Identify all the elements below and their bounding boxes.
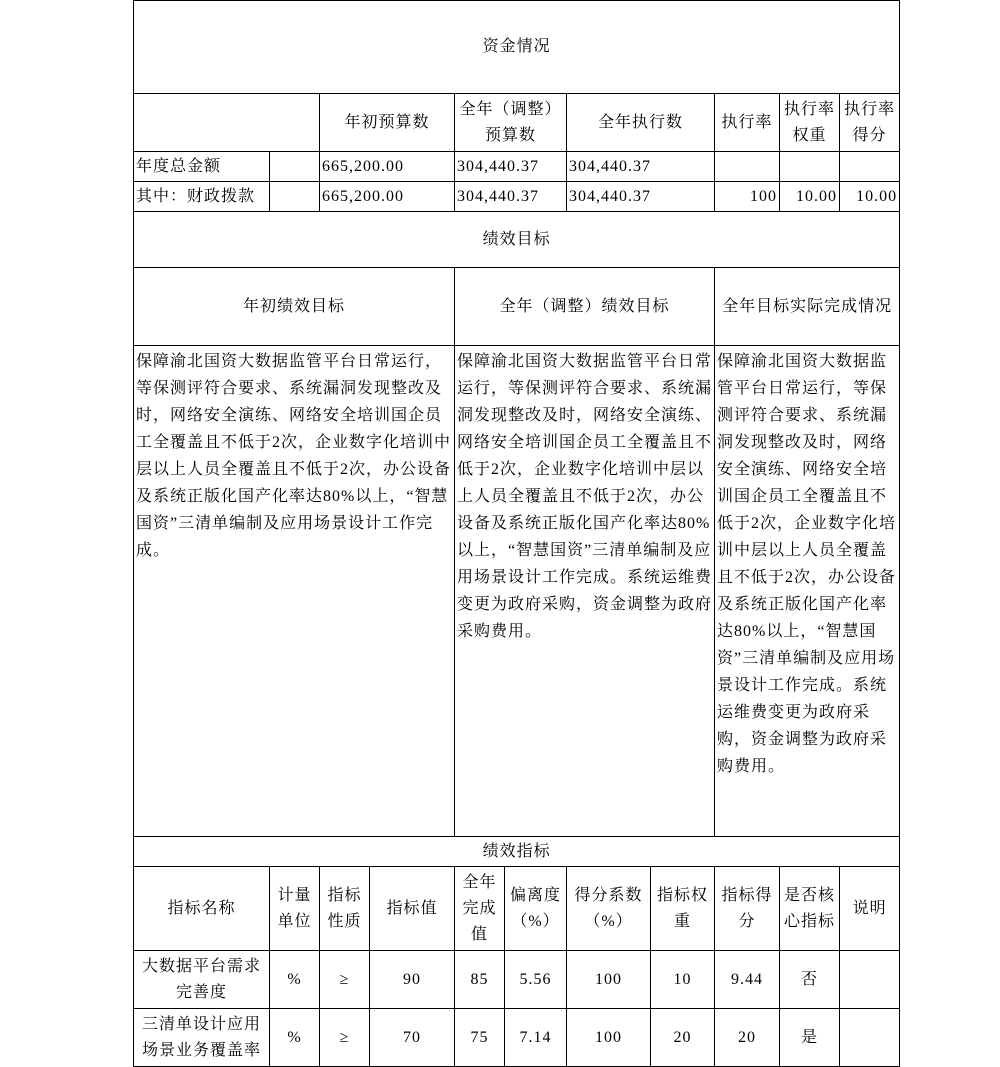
goals-header-initial: 年初绩效目标 [134, 268, 455, 346]
cell [840, 1009, 900, 1067]
col-header: 全年完成值 [455, 867, 505, 951]
col-header: 指标得分 [715, 867, 780, 951]
goals-title: 绩效目标 [134, 212, 900, 268]
cell: 20 [715, 1009, 780, 1067]
header-rate: 执行率 [715, 94, 780, 152]
cell: 7.14 [505, 1009, 567, 1067]
col-header: 指标性质 [320, 867, 370, 951]
cell: ≥ [320, 951, 370, 1009]
goals-initial-text: 保障渝北国资大数据监管平台日常运行，等保测评符合要求、系统漏洞发现整改及时，网络安全演练、网络安全培训国企员工全覆盖且不低于2次，企业数字化培训中层以上人员全覆盖且不低于2次，办公设备及系统正版化国产化率达80%以上，“智慧国资”三清单编制及应用场景设计工作完成。 [134, 346, 455, 837]
goals-actual-text: 保障渝北国资大数据监管平台日常运行，等保测评符合要求、系统漏洞发现整改及时，网络安全演练、网络安全培训国企员工全覆盖且不低于2次，企业数字化培训中层以上人员全覆盖且不低于2次，办公设备及系统正版化国产化率达80%以上，“智慧国资”三清单编制及应用场景设计工作完成。系统运维费变更为政府采购，资金调整为政府采购费用。 [715, 346, 900, 837]
col-header: 指标值 [370, 867, 455, 951]
cell: 90 [370, 951, 455, 1009]
funds-title: 资金情况 [134, 1, 900, 94]
col-header: 得分系数（%） [567, 867, 651, 951]
cell: 是 [780, 1009, 840, 1067]
score-value: 10.00 [840, 182, 900, 212]
cell: 5.56 [505, 951, 567, 1009]
cell: % [270, 1009, 320, 1067]
table-row [134, 951, 900, 1009]
rate-value: 100 [715, 182, 780, 212]
cell: 100 [567, 1009, 651, 1067]
row-name: 其中：财政拨款 [134, 182, 270, 212]
cell: 75 [455, 1009, 505, 1067]
cell: 20 [651, 1009, 715, 1067]
cell: 大数据平台需求完善度 [134, 951, 270, 1009]
executed-value: 304,440.37 [567, 182, 715, 212]
goals-header-actual: 全年目标实际完成情况 [715, 268, 900, 346]
col-header: 说明 [840, 867, 900, 951]
header-initial: 年初预算数 [320, 94, 455, 152]
col-header: 指标名称 [134, 867, 270, 951]
cell: 否 [780, 951, 840, 1009]
table-row [134, 182, 900, 212]
header-adjusted: 全年（调整）预算数 [455, 94, 567, 152]
indicators-title: 绩效指标 [134, 837, 900, 867]
cell [840, 951, 900, 1009]
cell: 10 [651, 951, 715, 1009]
cell: 三清单设计应用场景业务覆盖率 [134, 1009, 270, 1067]
table-row [134, 1009, 900, 1067]
indicators-header-row [134, 867, 900, 951]
weight-value: 10.00 [780, 182, 840, 212]
initial-value: 665,200.00 [320, 152, 455, 182]
table-row [134, 152, 900, 182]
performance-table [133, 0, 900, 1067]
goals-header-adjusted: 全年（调整）绩效目标 [455, 268, 715, 346]
weight-value [780, 152, 840, 182]
col-header: 指标权重 [651, 867, 715, 951]
initial-value: 665,200.00 [320, 182, 455, 212]
score-value [840, 152, 900, 182]
col-header: 偏离度（%） [505, 867, 567, 951]
cell: 70 [370, 1009, 455, 1067]
cell: 9.44 [715, 951, 780, 1009]
col-header: 是否核心指标 [780, 867, 840, 951]
cell: 100 [567, 951, 651, 1009]
header-weight: 执行率权重 [780, 94, 840, 152]
adjusted-value: 304,440.37 [455, 182, 567, 212]
executed-value: 304,440.37 [567, 152, 715, 182]
cell: ≥ [320, 1009, 370, 1067]
adjusted-value: 304,440.37 [455, 152, 567, 182]
goals-adjusted-text: 保障渝北国资大数据监管平台日常运行，等保测评符合要求、系统漏洞发现整改及时，网络安全演练、网络安全培训国企员工全覆盖且不低于2次，企业数字化培训中层以上人员全覆盖且不低于2次，办公设备及系统正版化国产化率达80%以上，“智慧国资”三清单编制及应用场景设计工作完成。系统运维费变更为政府采购，资金调整为政府采购费用。 [455, 346, 715, 837]
blank-header [134, 94, 320, 152]
header-executed: 全年执行数 [567, 94, 715, 152]
cell: 85 [455, 951, 505, 1009]
col-header: 计量单位 [270, 867, 320, 951]
header-score: 执行率得分 [840, 94, 900, 152]
rate-value [715, 152, 780, 182]
row-name: 年度总金额 [134, 152, 270, 182]
cell: % [270, 951, 320, 1009]
